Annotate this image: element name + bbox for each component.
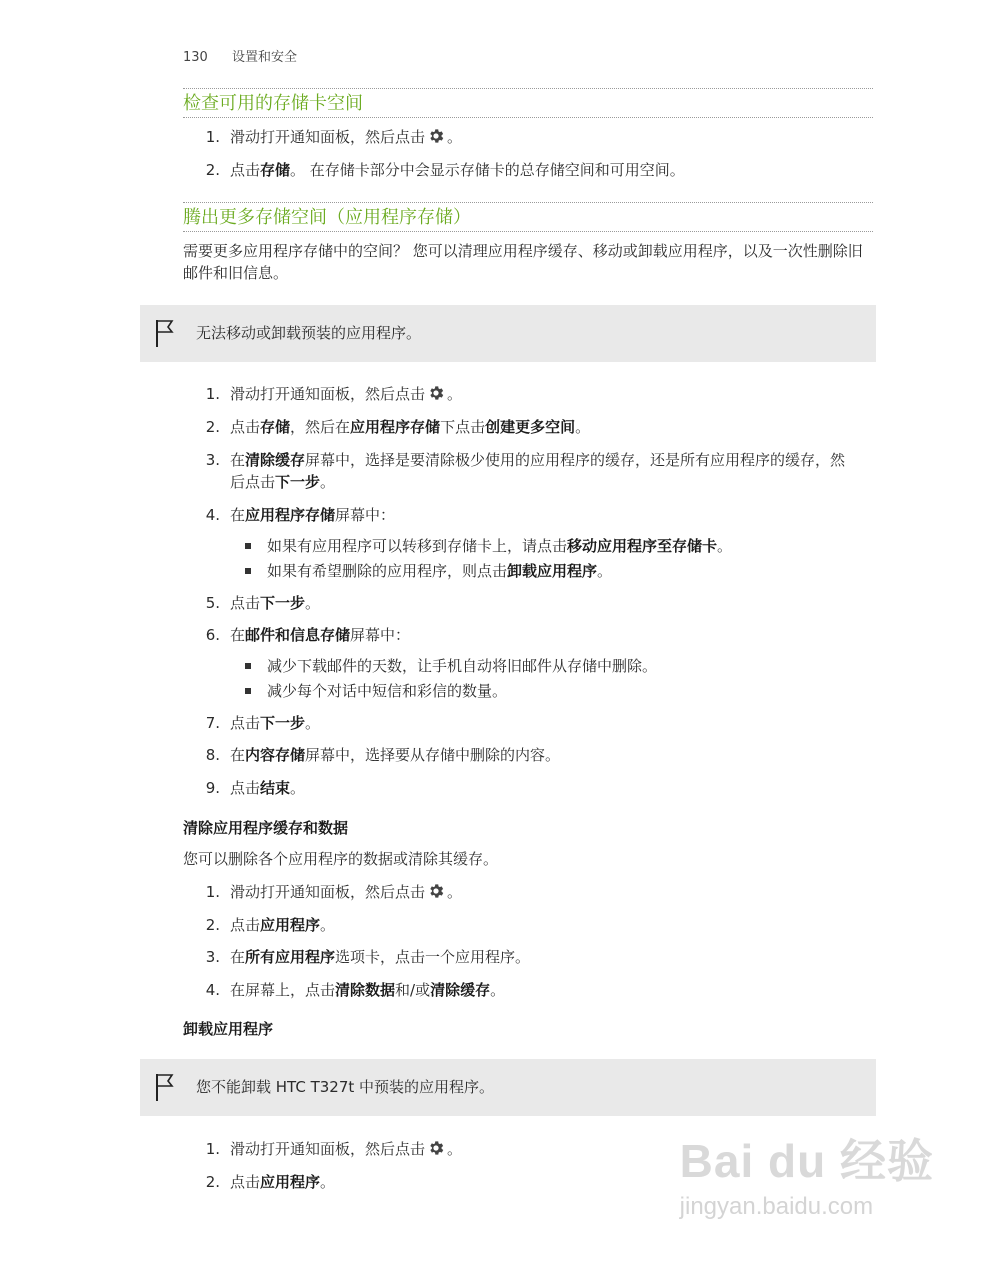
page-header [183,46,297,65]
gear-icon [427,882,445,900]
gear-icon [427,384,445,402]
subheading-clear-cache: 清除应用程序缓存和数据 [183,819,349,837]
flag-icon [154,1072,176,1102]
section-title-check-space: 检查可用的存储卡空间 [183,88,873,118]
note-text: 您不能卸载 HTC T327t 中预装的应用程序。 [196,1078,495,1096]
subheading-uninstall: 卸载应用程序 [183,1020,274,1038]
note-text: 无法移动或卸载预装的应用程序。 [196,324,422,342]
gear-icon [427,127,445,145]
section-intro: 需要更多应用程序存储中的空间？ 您可以清理应用程序缓存、移动或卸载应用程序，以及一次性删除旧邮件和旧信息。 [183,242,863,282]
watermark [680,1125,934,1221]
gear-icon [427,1139,445,1157]
page-number: 130 [183,50,208,65]
section-intro: 您可以删除各个应用程序的数据或清除其缓存。 [183,850,499,868]
watermark-logo: Bai du 经验 [679,1135,934,1187]
section-title-free-space: 腾出更多存储空间（应用程序存储） [183,202,873,232]
watermark-url: jingyan.baidu.com [679,1193,874,1220]
flag-icon [154,318,176,348]
note-box [140,305,876,362]
chapter-title: 设置和安全 [231,50,297,65]
note-box [140,1059,876,1116]
